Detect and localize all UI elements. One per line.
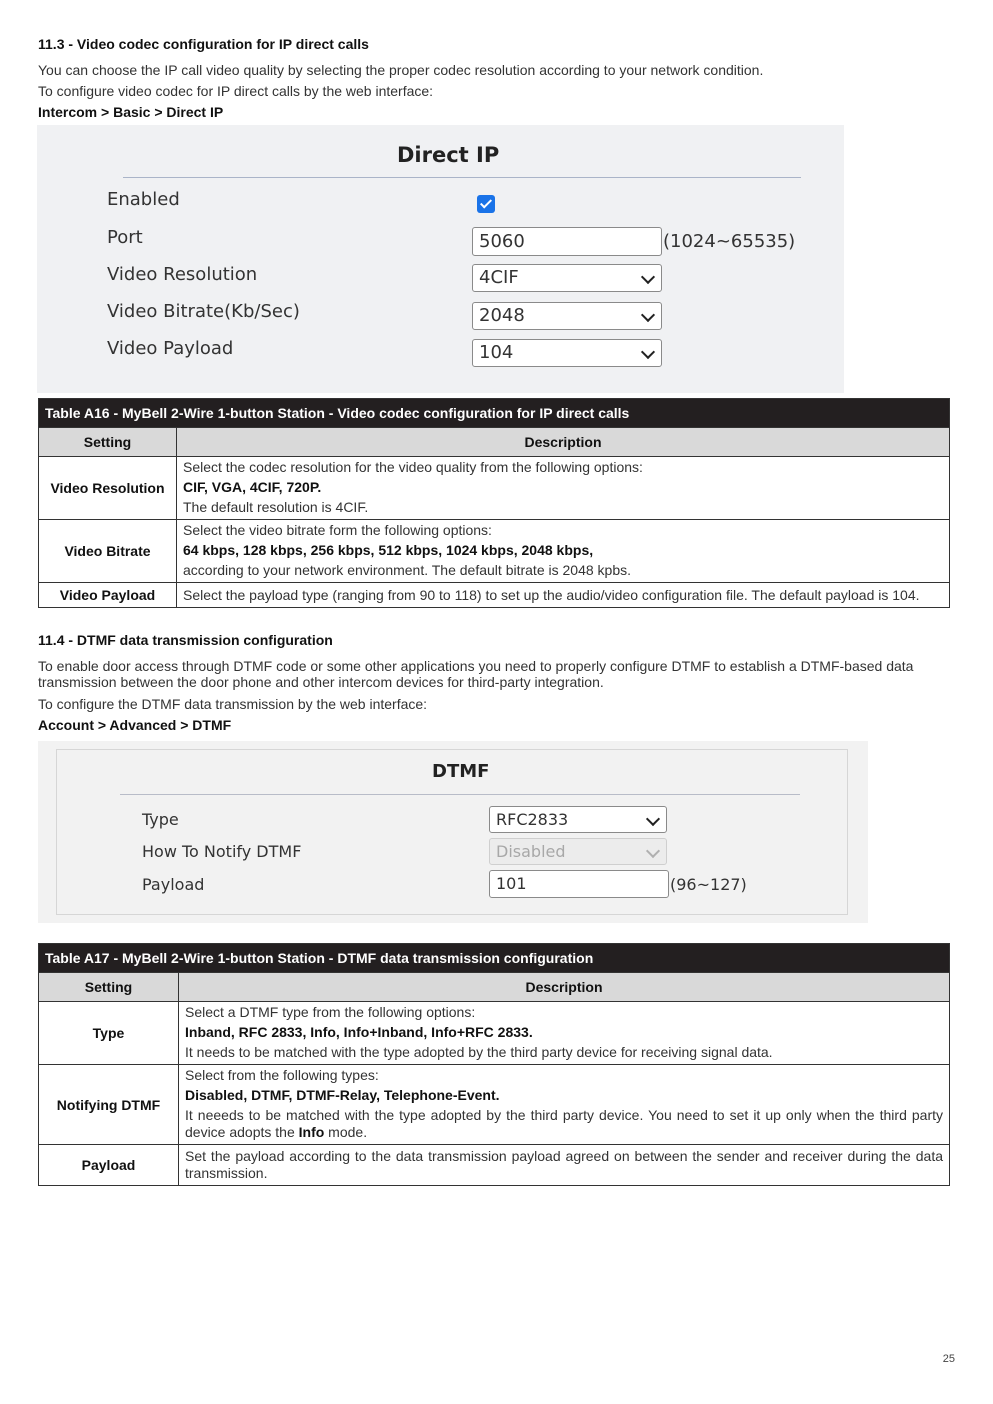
video-bitrate-value: 2048 [479,305,525,326]
description-line: Select a DTMF type from the following options: [185,1004,476,1020]
description-cell [179,1065,950,1145]
video-payload-value: 104 [479,342,514,363]
setting-cell: Payload [39,1145,179,1186]
menu-path: Intercom > Basic > Direct IP [38,104,224,120]
options-list: 64 kbps, 128 kbps, 256 kbps, 512 kbps, 1024 kbps, 2048 kbps, [183,542,594,558]
table-row [39,520,950,583]
info-mode-text: Info [298,1124,325,1140]
instruction-paragraph: To configure video codec for IP direct calls by the web interface: [38,83,434,99]
setting-cell: Video Bitrate [39,520,177,583]
setting-cell: Notifying DTMF [39,1065,179,1145]
port-input[interactable]: 5060 [472,227,662,256]
instruction-paragraph: To configure the DTMF data transmission by the web interface: [38,696,428,712]
description-line: The default resolution is 4CIF. [183,499,369,515]
chevron-down-icon [641,345,655,359]
title-divider [120,794,800,795]
chevron-down-icon [641,308,655,322]
dtmf-payload-input[interactable]: 101 [489,870,669,898]
direct-ip-screenshot [37,125,844,393]
setting-cell: Video Payload [39,583,177,608]
page-number: 25 [942,1353,955,1365]
description-cell [177,520,950,583]
description-line [185,1107,943,1141]
table-row [39,1002,950,1065]
setting-cell: Video Resolution [39,457,177,520]
description-text: It neeeds to be matched with the type adopted by the third party device. You need to set it up only when the third party device adopts the [185,1107,943,1140]
notify-dtmf-select[interactable] [489,838,667,865]
port-range-hint: (1024~65535) [663,231,796,252]
setting-cell: Type [39,1002,179,1065]
video-payload-select[interactable] [472,339,662,367]
video-bitrate-select[interactable] [472,302,662,330]
table-row [39,1145,950,1186]
chevron-down-icon [646,811,660,825]
enabled-checkbox[interactable] [477,195,495,213]
notify-dtmf-label: How To Notify DTMF [142,842,302,861]
section-heading-11-4: 11.4 - DTMF data transmission configuration [38,632,333,648]
options-list: CIF, VGA, 4CIF, 720P. [183,479,322,495]
chevron-down-icon [646,843,660,857]
video-resolution-select[interactable] [472,264,662,292]
direct-ip-title: Direct IP [397,143,500,167]
column-header-setting: Setting [39,973,179,1002]
description-line: Select the codec resolution for the video quality from the following options: [183,459,643,475]
dtmf-type-select[interactable] [489,806,667,833]
video-payload-label: Video Payload [107,338,234,359]
description-line: Select from the following types: [185,1067,379,1083]
description-cell [179,1145,950,1186]
payload-range-hint: (96~127) [670,875,747,894]
video-bitrate-label: Video Bitrate(Kb/Sec) [107,301,300,322]
description-line: Select the video bitrate form the following options: [183,522,492,538]
dtmf-type-value: RFC2833 [496,810,569,829]
table-a16 [38,398,950,608]
intro-paragraph: You can choose the IP call video quality by selecting the proper codec resolution according to your network condition. [38,62,764,78]
chevron-down-icon [641,270,655,284]
notify-dtmf-value: Disabled [496,842,566,861]
video-resolution-label: Video Resolution [107,264,258,285]
dtmf-screenshot [38,741,868,923]
table-row [39,457,950,520]
table-a17 [38,943,950,1186]
intro-paragraph: To enable door access through DTMF code or some other applications you need to properly configure DTMF to establish a DTMF-based data transmission between the door phone and other intercom devices for third-party integration. [38,658,914,690]
dtmf-type-label: Type [142,810,179,829]
table-caption: Table A16 - MyBell 2-Wire 1-button Station - Video codec configuration for IP direct calls [39,399,950,428]
table-caption: Table A17 - MyBell 2-Wire 1-button Station - DTMF data transmission configuration [39,944,950,973]
table-row [39,583,950,608]
description-line: It needs to be matched with the type adopted by the third party device for receiving signal data. [185,1044,773,1060]
options-list: Disabled, DTMF, DTMF-Relay, Telephone-Event. [185,1087,500,1103]
description-cell [177,583,950,608]
port-label: Port [107,227,143,248]
dtmf-title: DTMF [432,761,490,782]
description-line: Set the payload according to the data transmission payload agreed on between the sender and receiver during the data transmission. [185,1148,943,1181]
description-cell [177,457,950,520]
description-line: Select the payload type (ranging from 90 to 118) to set up the audio/video configuration file. The default payload is 104. [183,586,920,603]
title-divider [123,177,801,178]
column-header-setting: Setting [39,428,177,457]
dtmf-payload-label: Payload [142,875,205,894]
menu-path: Account > Advanced > DTMF [38,717,232,733]
column-header-description: Description [177,428,950,457]
column-header-description: Description [179,973,950,1002]
enabled-label: Enabled [107,189,180,210]
section-heading-11-3: 11.3 - Video codec configuration for IP direct calls [38,36,369,52]
description-line: according to your network environment. The default bitrate is 2048 kpbs. [183,562,631,578]
description-text: mode. [324,1124,368,1140]
video-resolution-value: 4CIF [479,267,519,288]
options-list: Inband, RFC 2833, Info, Info+Inband, Info+RFC 2833. [185,1024,533,1040]
table-row [39,1065,950,1145]
description-cell [179,1002,950,1065]
